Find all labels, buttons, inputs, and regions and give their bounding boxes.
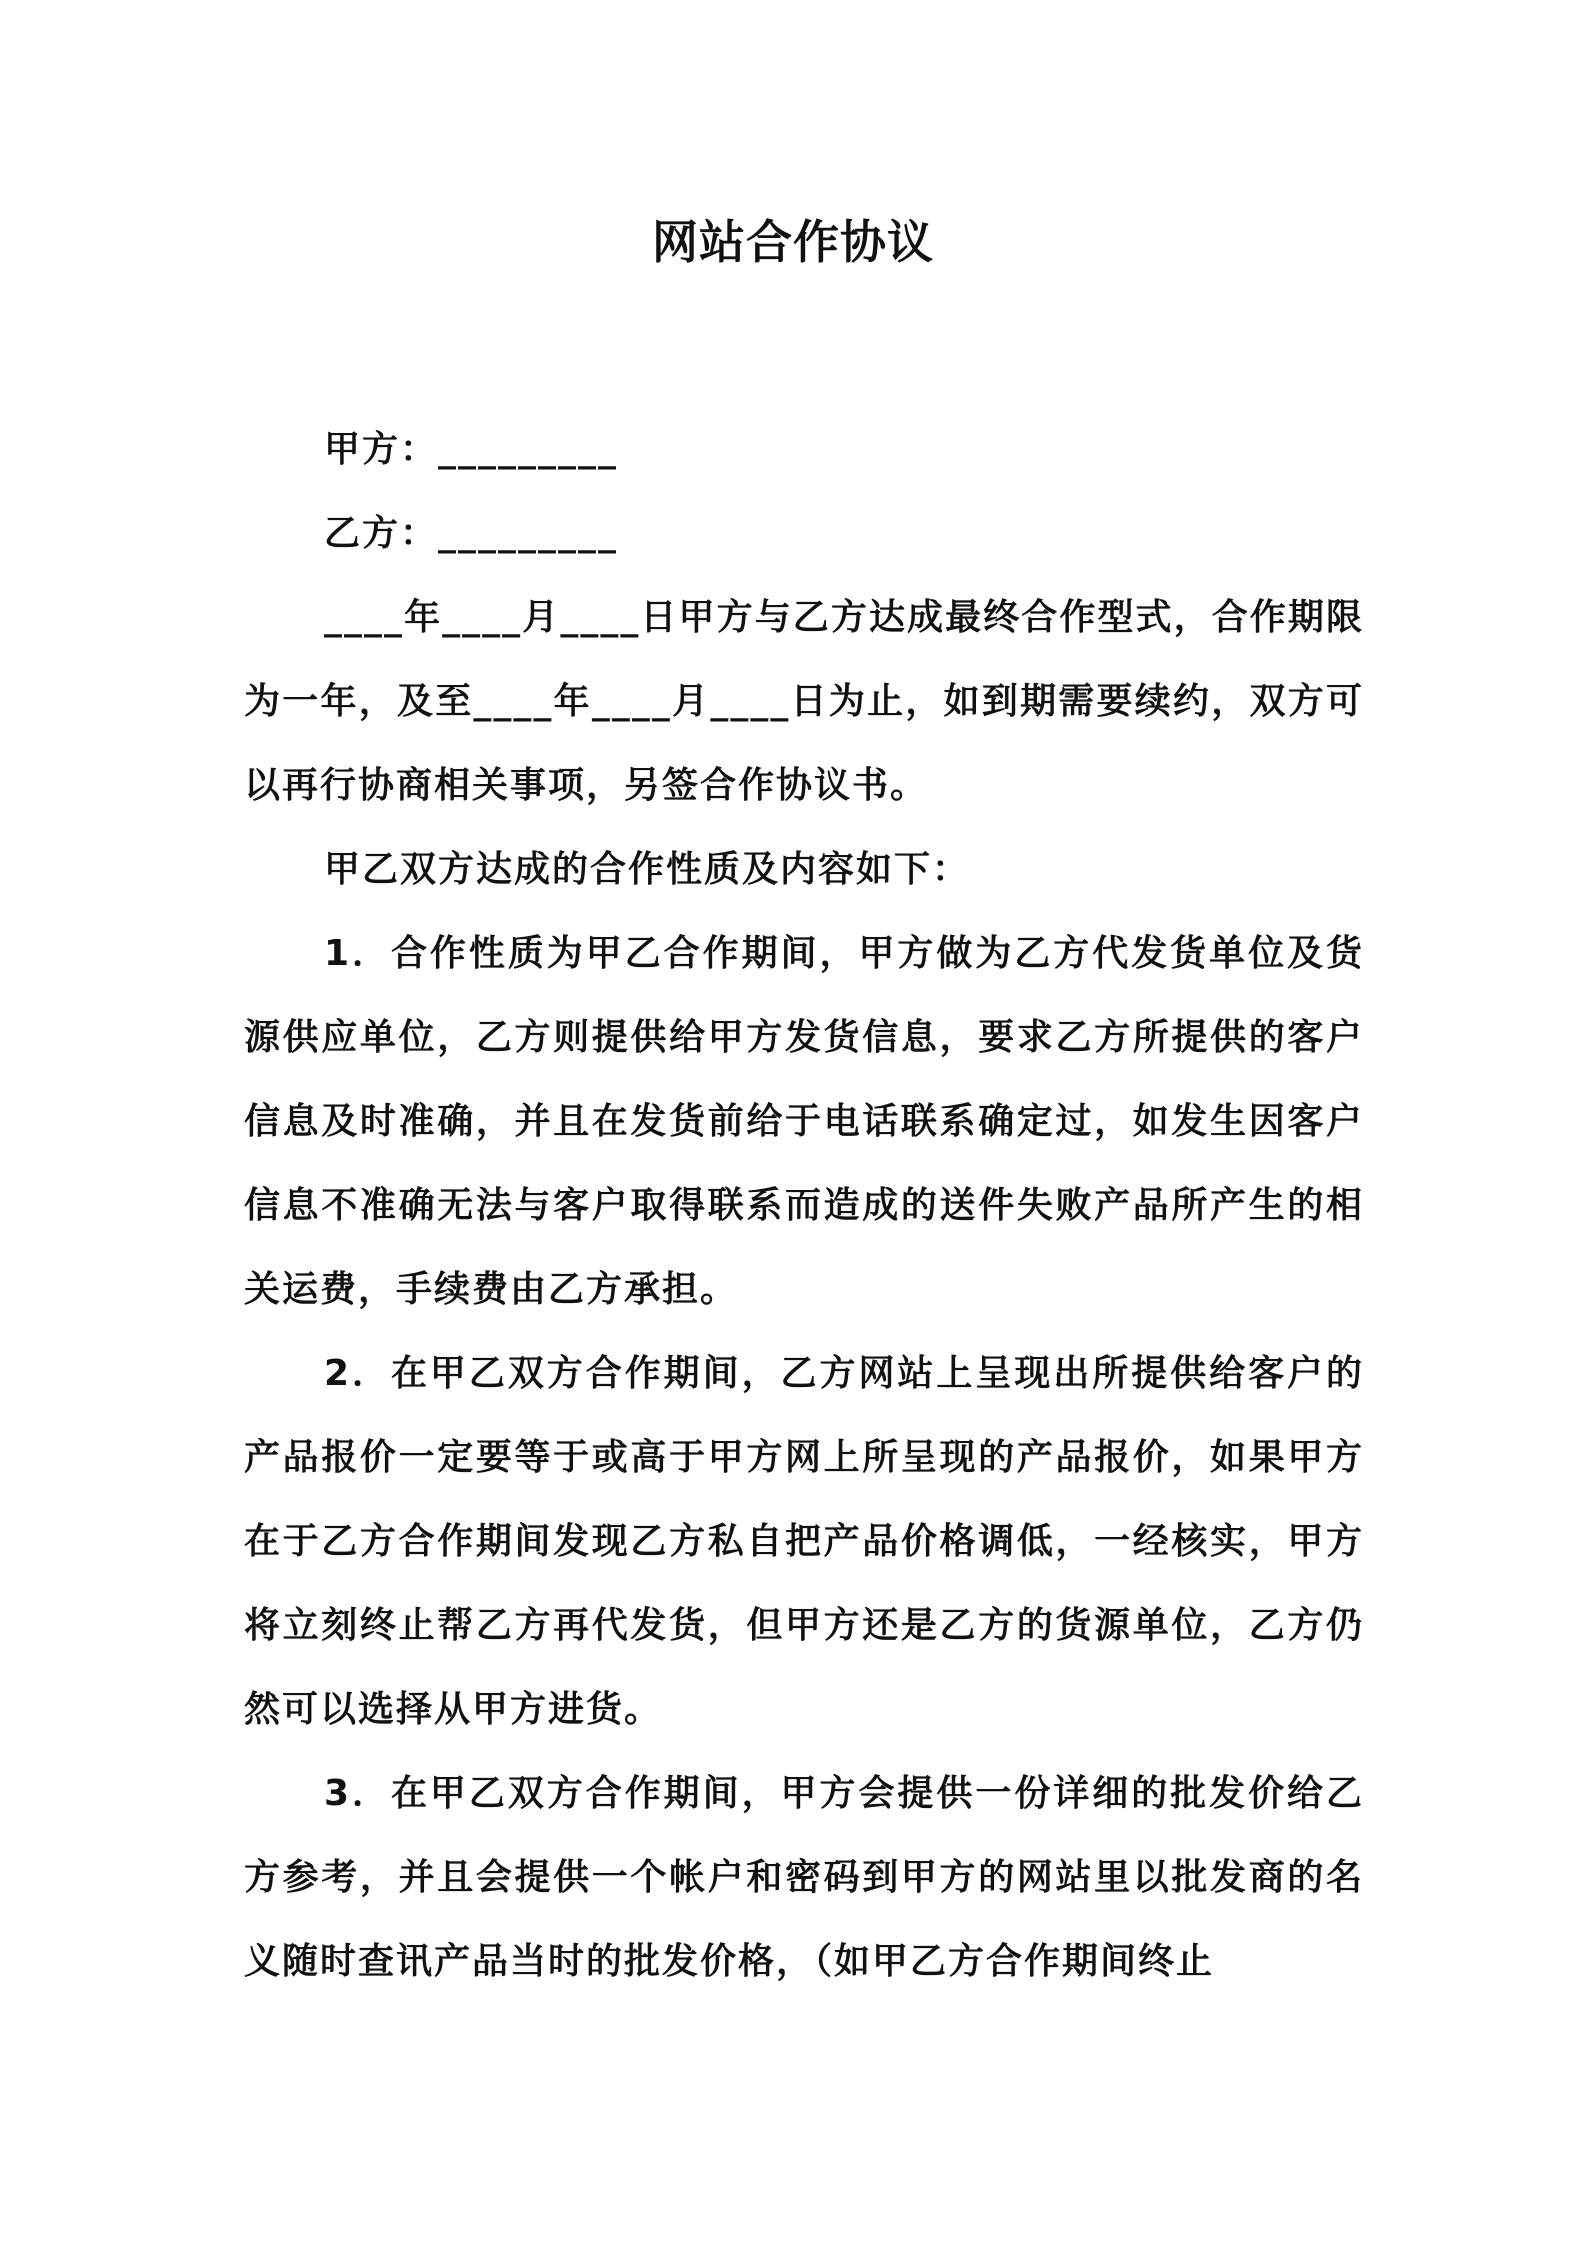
party-b-line: 乙方：_________ (324, 513, 619, 554)
paragraph-intro: 甲乙双方达成的合作性质及内容如下： (324, 849, 971, 890)
paragraph-clause-3: 3．在甲乙双方合作期间，甲方会提供一份详细的批发价给乙方参考，并且会提供一个帐户和密码到甲方的网站里以批发商的名义随时查讯产品当时的批发价格，（如甲乙方合作期间终止 (244, 1773, 1364, 1982)
paragraph-clause-2: 2．在甲乙双方合作期间，乙方网站上呈现出所提供给客户的产品报价一定要等于或高于甲方网上所呈现的产品报价，如果甲方在于乙方合作期间发现乙方私自把产品价格调低，一经核实，甲方将立刻终止帮乙方再代发货，但甲方还是乙方的货源单位，乙方仍然可以选择从甲方进货。 (244, 1353, 1364, 1730)
document-body (244, 408, 1364, 2004)
paragraph-clause-1: 1．合作性质为甲乙合作期间，甲方做为乙方代发货单位及货源供应单位，乙方则提供给甲方发货信息，要求乙方所提供的客户信息及时准确，并且在发货前给于电话联系确定过，如发生因客户信息不准确无法与客户取得联系而造成的送件失败产品所产生的相关运费，手续费由乙方承担。 (244, 933, 1364, 1310)
document-title: 网站合作协议 (652, 215, 934, 269)
paragraph-term: ____年____月____日甲方与乙方达成最终合作型式，合作期限为一年，及至____年____月____日为止，如到期需要续约，双方可以再行协商相关事项，另签合作协议书。 (244, 597, 1364, 806)
party-a-line: 甲方：_________ (324, 429, 619, 470)
